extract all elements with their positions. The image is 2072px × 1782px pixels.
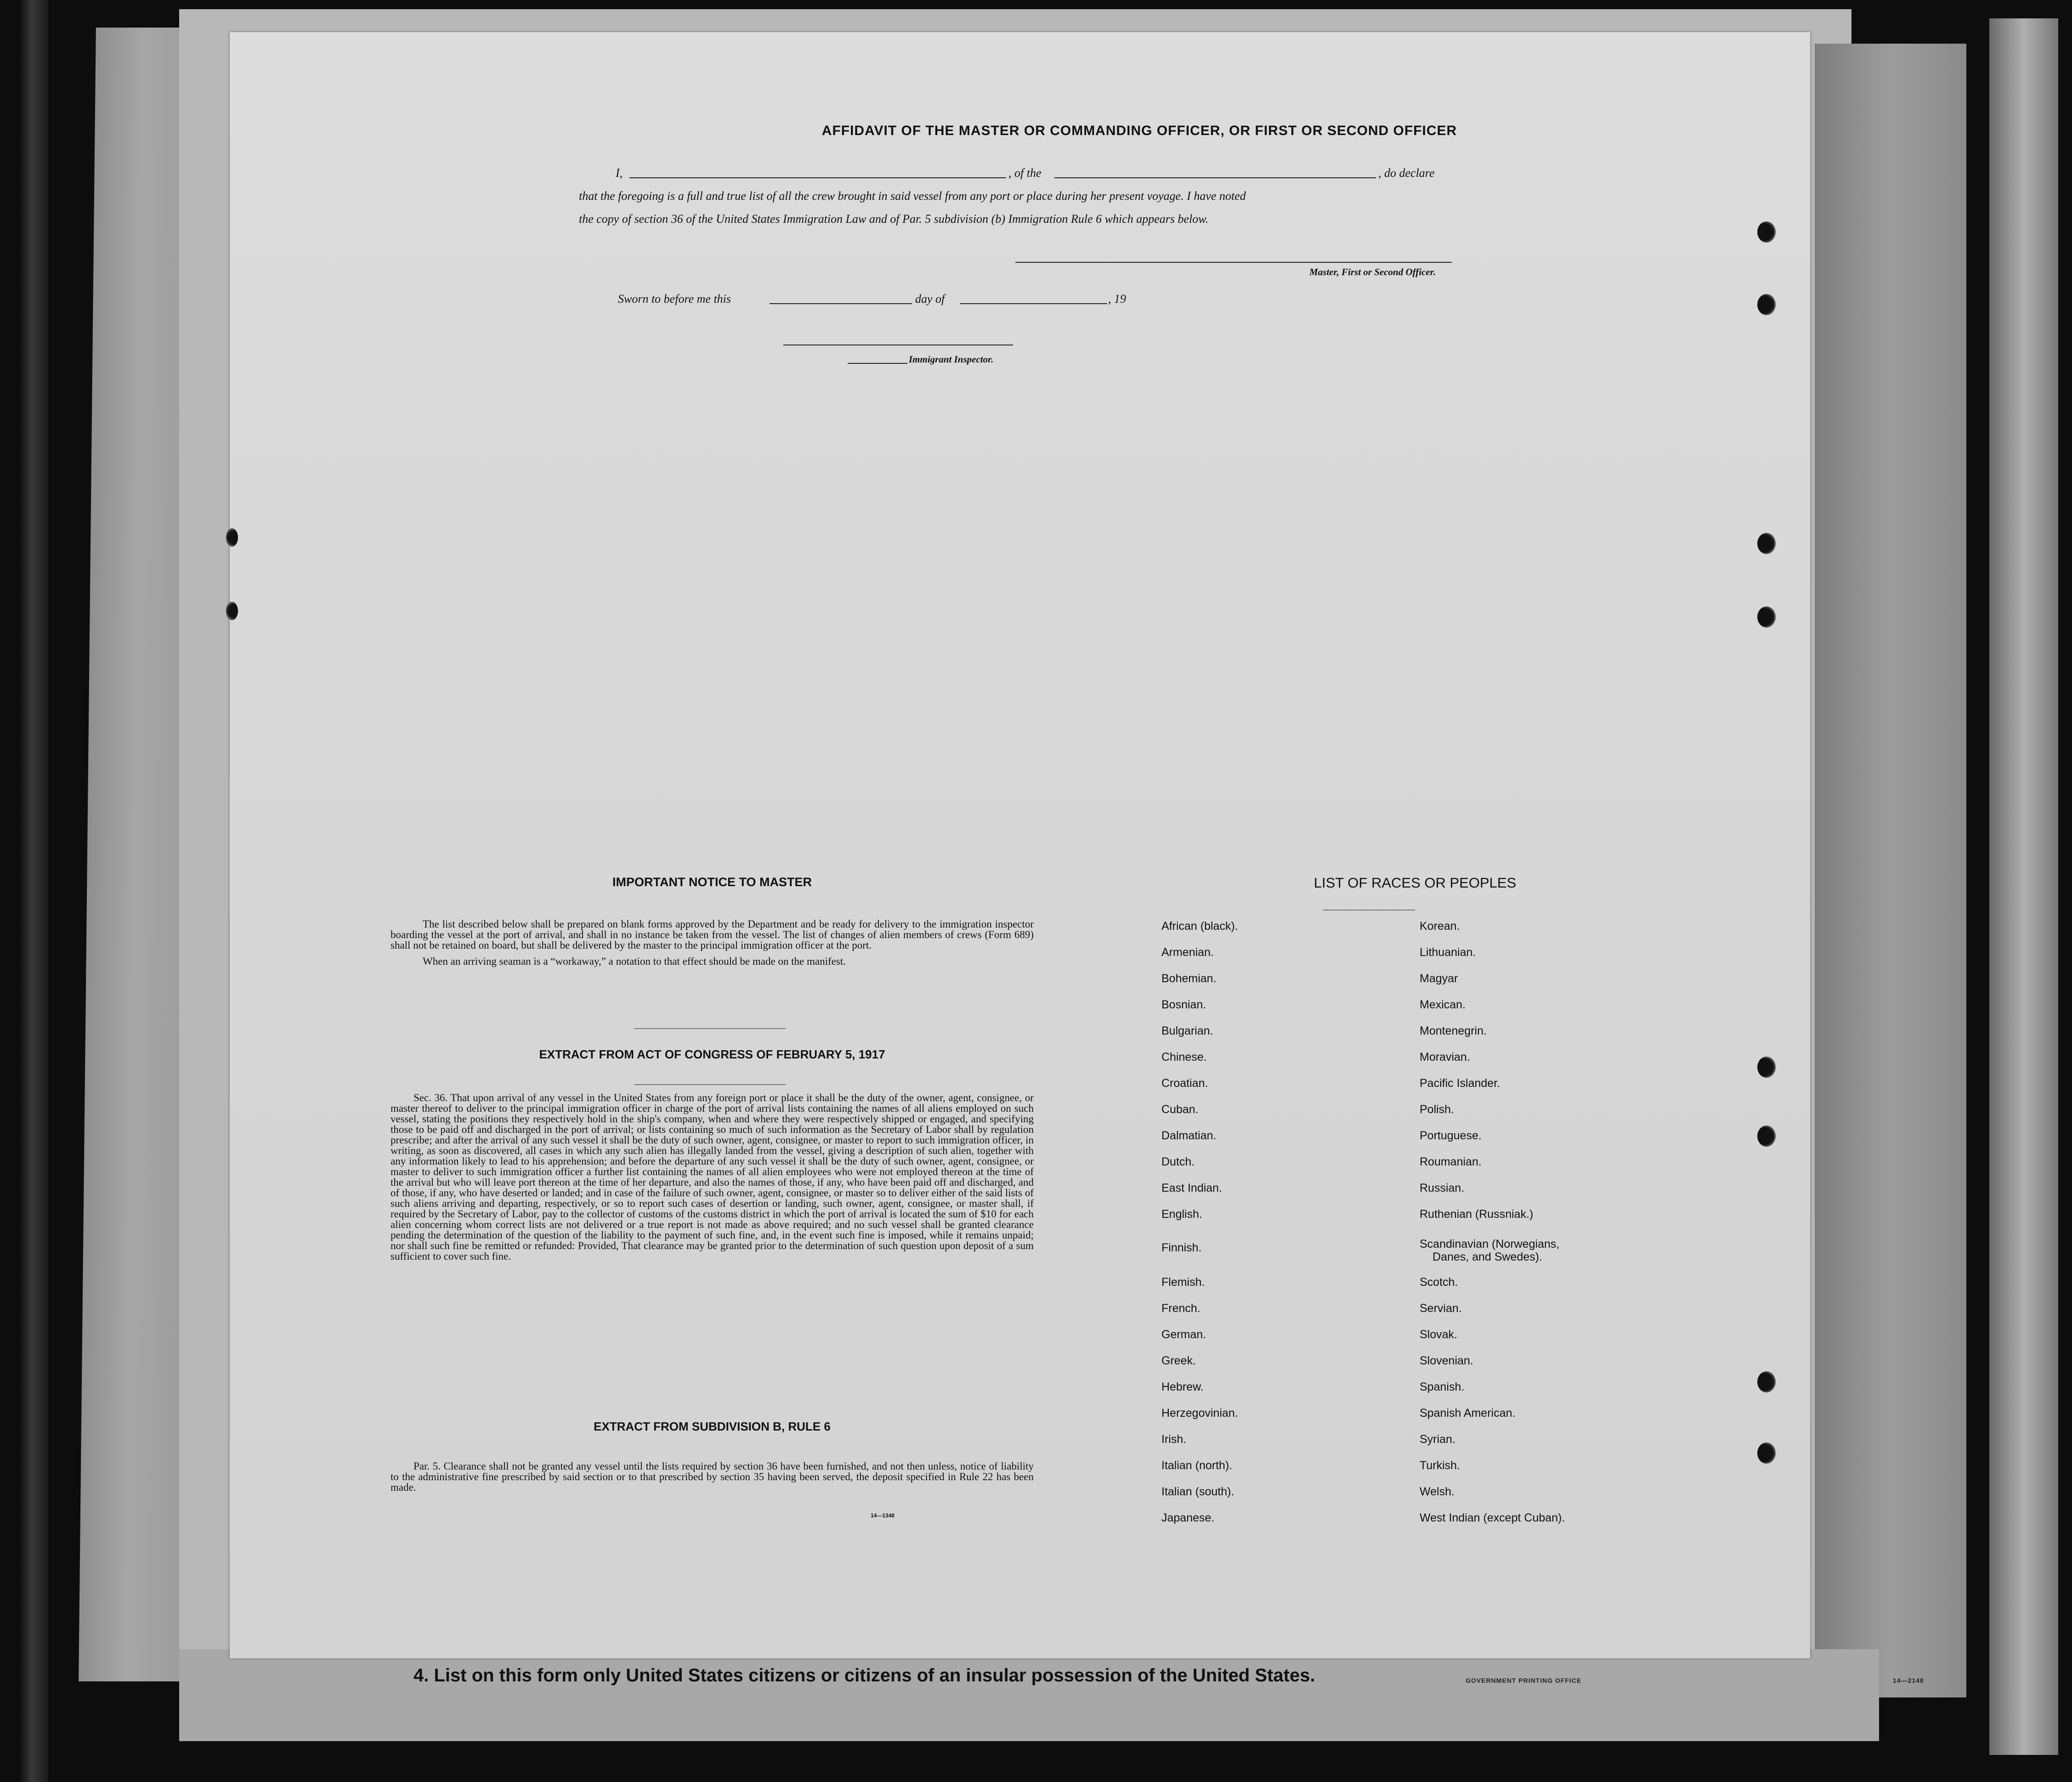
master-signature-label: Master, First or Second Officer. (1309, 266, 1436, 277)
race-item: Dalmatian. (1161, 1129, 1217, 1142)
race-item: Slovak. (1420, 1328, 1457, 1341)
affidavit-line-2: that the foregoing is a full and true list of all the crew brought in said vessel from any port or place during her present voyage. I have noted (579, 189, 1246, 203)
race-item: Bohemian. (1161, 972, 1217, 985)
race-item: Bulgarian. (1161, 1024, 1213, 1037)
race-item: Italian (south). (1161, 1485, 1234, 1498)
punch-hole-icon (1757, 1443, 1776, 1464)
notice-paragraph-2: When an arriving seaman is a “workaway,” a notation to that effect should be made on the manifest. (423, 956, 846, 967)
master-signature-line (1015, 262, 1452, 263)
punch-hole-icon (1757, 1126, 1776, 1147)
race-item: Mexican. (1420, 998, 1466, 1011)
race-item: East Indian. (1161, 1182, 1223, 1194)
affidavit-i: I, (616, 166, 623, 180)
film-edge-right (1989, 18, 2058, 1755)
race-item: Slovenian. (1420, 1354, 1473, 1367)
affidavit-declare: , do declare (1378, 166, 1435, 180)
section-36-text: Sec. 36. That upon arrival of any vessel in the United States from any foreign port or place it shall be the duty of the owner, agent, consignee, or master thereof to deliver to the principal immigration officer in charge of the port of arrival lists containing the names of all aliens employed on such vessel, stating the positions they respectively hold in the ship's company, when and where they were respectively shipped or engaged, and specifying those to be paid off and discharged in the port of arrival; or lists containing so much of such information as the Secretary of Labor shall by regulation prescribe; and after the arrival of any such vessel it shall be the duty of such owner, agent, consignee, or master to report to such immigration officer, in writing, as soon as discovered, all cases in which any such alien has illegally landed from the vessel, giving a description of such alien, together with any information likely to lead to his apprehension; and before the departure of any such vessel it shall be the duty of such owner, agent, consignee, or master to deliver to such immigration officer a further list containing the names of all alien employees who were not employed thereon at the time of the arrival but who will leave port thereon at the time of her departure, and also the names of those, if any, who have been paid off and discharged, and of those, if any, who have deserted or landed; and in case of the failure of such owner, agent, consignee, or master so to deliver either of the said lists of such aliens arriving and departing, respectively, or so to report such cases of desertion or landing, such owner, agent, consignee, or master shall, if required by the Secretary of Labor, pay to the collector of customs of the customs district in which the port of arrival is located the sum of $10 for each alien concerning whom correct lists are not delivered or a true report is not made as above required; and no such vessel shall be granted clearance pending the determination of the question of the liability to the payment of such fine, and, in the event such fine is imposed, while it remains unpaid; nor shall such fine be remitted or refunded: Provided, That clearance may be granted prior to the determination of such question upon deposit of a sum sufficient to cover such fine. (391, 1092, 1034, 1262)
races-title: LIST OF RACES OR PEOPLES (1313, 875, 1517, 891)
inspector-label: Immigrant Inspector. (909, 354, 994, 365)
race-item: Syrian. (1420, 1433, 1455, 1446)
rule-6-text: Par. 5. Clearance shall not be granted any vessel until the lists required by section 36 have been furnished, and not then unless, notice of liability to the administrative fine prescribed by said section or to that prescribed by section 35 having been served, the deposit specified in Rule 22 has been made. (391, 1460, 1034, 1493)
notice-paragraph-1: The list described below shall be prepared on blank forms approved by the Department and be ready for delivery to the immigration inspector boarding the vessel at the port of arrival, and shall in no instance be taken from the vessel. The list of changes of alien members of crews (Form 689) shall not be retained on board, but shall be delivered by the master to the principal immigration officer at the port. (391, 918, 1034, 951)
race-item: Lithuanian. (1420, 946, 1476, 959)
race-item: Magyar (1420, 972, 1458, 985)
race-item: Cuban. (1161, 1103, 1199, 1116)
film-edge-left (21, 0, 48, 1782)
rule-extract-title: EXTRACT FROM SUBDIVISION B, RULE 6 (594, 1420, 831, 1433)
race-item: Ruthenian (Russniak.) (1420, 1208, 1534, 1221)
race-item: West Indian (except Cuban). (1420, 1511, 1565, 1524)
race-item: French. (1161, 1302, 1200, 1315)
race-item: English. (1161, 1208, 1202, 1221)
divider (634, 1028, 786, 1029)
affidavit-of-the: , of the (1008, 166, 1042, 180)
sworn-day-of-label: day of (915, 292, 945, 305)
act-extract-title: EXTRACT FROM ACT OF CONGRESS OF FEBRUARY 5, 1917 (539, 1047, 885, 1061)
race-item: Croatian. (1161, 1077, 1208, 1090)
race-item: Roumanian. (1420, 1155, 1482, 1168)
race-item: Portuguese. (1420, 1129, 1482, 1142)
race-item: Danes, and Swedes). (1432, 1250, 1543, 1263)
divider (1323, 910, 1415, 911)
bottom-note: 4. List on this form only United States citizens or citizens of an insular possession of the United States. (413, 1665, 1315, 1686)
inspector-dash (848, 363, 907, 364)
punch-hole-icon (1757, 1057, 1776, 1078)
race-item: Japanese. (1161, 1511, 1215, 1524)
punch-hole-icon (1757, 294, 1776, 315)
race-item: Spanish American. (1420, 1407, 1516, 1420)
punch-hole-icon (1757, 221, 1776, 243)
punch-hole-icon (226, 528, 238, 547)
sworn-month-line (960, 303, 1107, 304)
race-item: Chinese. (1161, 1051, 1207, 1064)
race-item: Flemish. (1161, 1276, 1205, 1289)
divider (634, 1084, 786, 1085)
adjacent-page-right (1815, 44, 1966, 1697)
notice-body (391, 919, 1034, 967)
race-item: Montenegrin. (1420, 1024, 1487, 1037)
document-page (230, 32, 1810, 1658)
sworn-day-line (770, 303, 912, 304)
race-item: Polish. (1420, 1103, 1455, 1116)
notice-title: IMPORTANT NOTICE TO MASTER (612, 875, 812, 889)
race-item: Spanish. (1420, 1380, 1465, 1393)
race-item: Russian. (1420, 1182, 1465, 1194)
race-item: African (black). (1161, 920, 1238, 933)
race-item: Scotch. (1420, 1276, 1458, 1289)
race-item: Irish. (1161, 1433, 1187, 1446)
race-item: Korean. (1420, 920, 1460, 933)
underlying-sheet-bottom (179, 1649, 1879, 1741)
punch-hole-icon (226, 602, 238, 620)
race-item: Dutch. (1161, 1155, 1195, 1168)
race-item: Pacific Islander. (1420, 1077, 1500, 1090)
vessel-name-line (1054, 177, 1376, 178)
affidavit-title: AFFIDAVIT OF THE MASTER OR COMMANDING OFFICER, OR FIRST OR SECOND OFFICER (821, 123, 1457, 138)
master-name-line (629, 177, 1006, 178)
punch-hole-icon (1757, 533, 1776, 554)
punch-hole-icon (1757, 606, 1776, 628)
race-item: Armenian. (1161, 946, 1214, 959)
notice-form-code: 14—1348 (871, 1512, 895, 1519)
race-item: Servian. (1420, 1302, 1462, 1315)
race-item: Hebrew. (1161, 1380, 1204, 1393)
affidavit-line-3: the copy of section 36 of the United States Immigration Law and of Par. 5 subdivision (b) Immigration Rule 6 which appears below. (579, 212, 1209, 226)
race-item: Herzegovinian. (1161, 1407, 1238, 1420)
race-item: Bosnian. (1161, 998, 1206, 1011)
race-item: Moravian. (1420, 1051, 1470, 1064)
race-item: German. (1161, 1328, 1206, 1341)
sworn-before-label: Sworn to before me this (618, 292, 731, 305)
race-item: Italian (north). (1161, 1459, 1233, 1472)
race-item: Scandinavian (Norwegians, (1420, 1238, 1560, 1250)
race-item: Finnish. (1161, 1241, 1202, 1254)
punch-hole-icon (1757, 1371, 1776, 1392)
race-item: Welsh. (1420, 1485, 1455, 1498)
race-item: Turkish. (1420, 1459, 1460, 1472)
footer-form-code: 14—2148 (1893, 1677, 1924, 1684)
printing-office-mark: GOVERNMENT PRINTING OFFICE (1466, 1677, 1582, 1684)
race-item: Greek. (1161, 1354, 1196, 1367)
sworn-year-label: , 19 (1108, 292, 1126, 305)
